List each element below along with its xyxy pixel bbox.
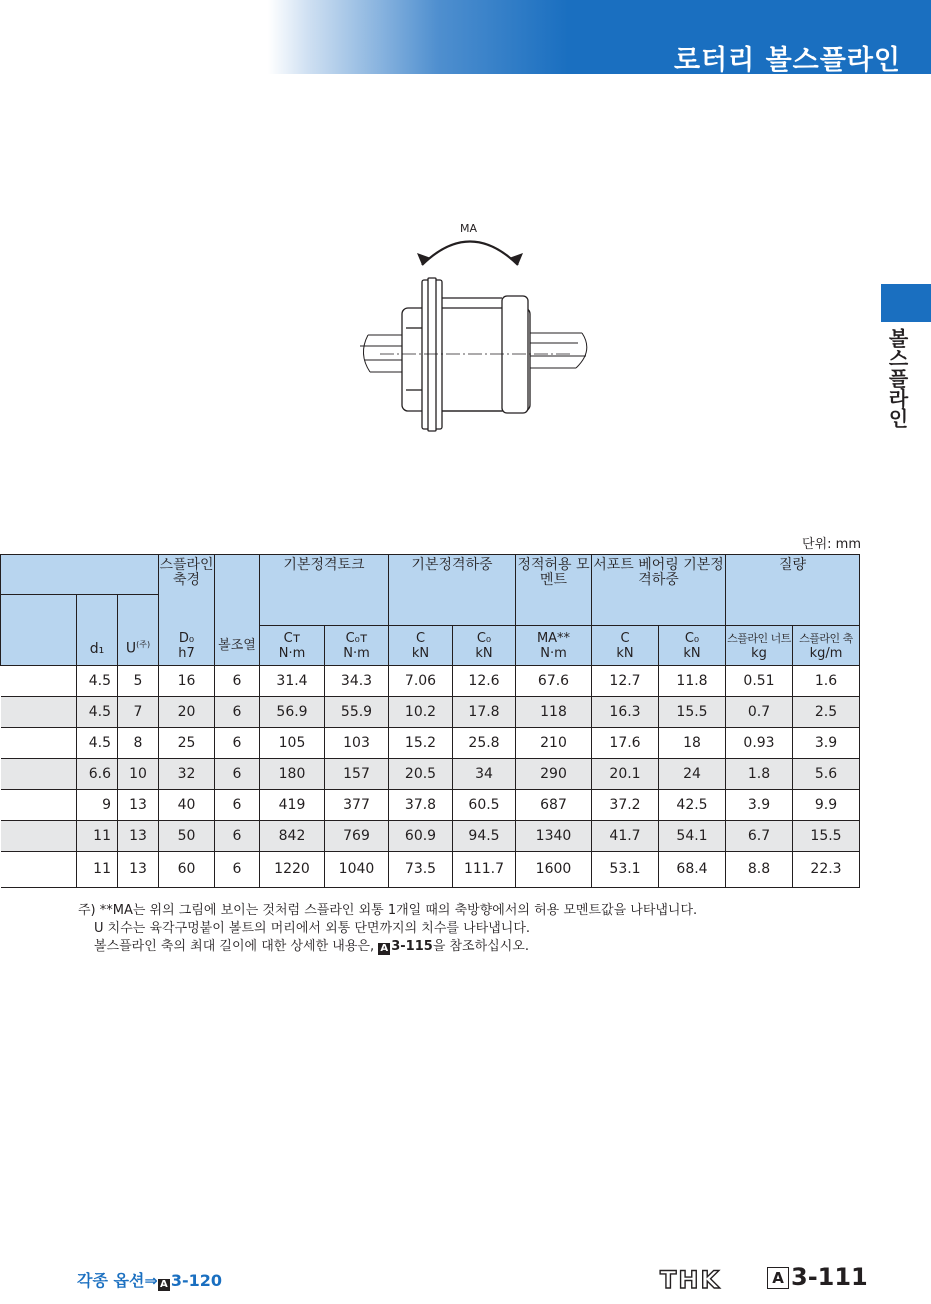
cell-ball-rows: 6 — [215, 821, 260, 852]
cell-c0: 25.8 — [453, 728, 516, 759]
cell-c0t: 34.3 — [325, 666, 389, 697]
cell-shaft-mass: 2.5 — [793, 697, 860, 728]
cell-d1: 9 — [77, 790, 118, 821]
cell-support-c0: 54.1 — [659, 821, 726, 852]
cell-support-c0: 68.4 — [659, 852, 726, 888]
cell-d1: 11 — [77, 821, 118, 852]
header-d0: D₀ h7 — [159, 626, 215, 666]
header-ball-rows-top — [215, 555, 260, 626]
header-d1: d₁ — [77, 595, 118, 666]
cell-support-c0: 15.5 — [659, 697, 726, 728]
cell-ma: 118 — [516, 697, 592, 728]
cell-c0t: 157 — [325, 759, 389, 790]
side-tab-label: 볼스플라인 — [885, 328, 909, 428]
cell-d1: 4.5 — [77, 666, 118, 697]
row-blank-cell — [1, 790, 77, 821]
spec-table — [0, 554, 860, 888]
cell-support-c: 20.1 — [592, 759, 659, 790]
moment-arc-icon — [422, 242, 518, 266]
row-blank-cell — [1, 728, 77, 759]
cell-d0: 40 — [159, 790, 215, 821]
cell-u: 5 — [118, 666, 159, 697]
cell-ma: 1600 — [516, 852, 592, 888]
unit-label: 단위: mm — [802, 537, 861, 552]
cell-u: 13 — [118, 852, 159, 888]
cell-ball-rows: 6 — [215, 666, 260, 697]
header-static-moment: 정적허용 모멘트 — [516, 555, 592, 626]
table-row — [1, 852, 860, 888]
footnote-1: 주) **MA는 위의 그림에 보이는 것처럼 스플라인 외통 1개일 때의 축방향에서의 허용 모멘트값을 나타냅니다. — [78, 903, 698, 918]
rotary-ball-spline-figure — [350, 218, 590, 443]
cell-nut-mass: 8.8 — [726, 852, 793, 888]
spline-nut — [402, 278, 530, 431]
cell-ct: 842 — [260, 821, 325, 852]
cell-ct: 180 — [260, 759, 325, 790]
arrow-left-icon — [417, 253, 431, 265]
arrow-right-icon — [509, 253, 523, 265]
cell-u: 13 — [118, 821, 159, 852]
cell-ma: 1340 — [516, 821, 592, 852]
cell-c: 7.06 — [389, 666, 453, 697]
cell-ma: 67.6 — [516, 666, 592, 697]
header-ball-rows: 볼조열 — [215, 626, 260, 666]
cell-c0: 94.5 — [453, 821, 516, 852]
cell-shaft-mass: 3.9 — [793, 728, 860, 759]
header-nut-mass: 스플라인 너트 kg — [726, 626, 793, 666]
row-blank-cell — [1, 666, 77, 697]
cell-c0: 17.8 — [453, 697, 516, 728]
table-row — [1, 759, 860, 790]
cell-support-c: 37.2 — [592, 790, 659, 821]
cell-u: 7 — [118, 697, 159, 728]
cell-shaft-mass: 15.5 — [793, 821, 860, 852]
cell-ball-rows: 6 — [215, 759, 260, 790]
header-shaft-mass: 스플라인 축 kg/m — [793, 626, 860, 666]
header-ma: MA** N·m — [516, 626, 592, 666]
cell-d1: 4.5 — [77, 697, 118, 728]
cell-shaft-mass: 1.6 — [793, 666, 860, 697]
cell-d1: 6.6 — [77, 759, 118, 790]
cell-u: 10 — [118, 759, 159, 790]
header-c: C kN — [389, 626, 453, 666]
footnote-ref-link[interactable]: 3-115 — [391, 939, 433, 954]
cell-d0: 16 — [159, 666, 215, 697]
cell-c0: 60.5 — [453, 790, 516, 821]
row-blank-cell — [1, 759, 77, 790]
cell-ball-rows: 6 — [215, 697, 260, 728]
row-blank-cell — [1, 852, 77, 888]
cell-support-c: 41.7 — [592, 821, 659, 852]
cell-shaft-mass: 22.3 — [793, 852, 860, 888]
header-c0: C₀ kN — [453, 626, 516, 666]
cell-support-c: 53.1 — [592, 852, 659, 888]
cell-c0: 12.6 — [453, 666, 516, 697]
header-load: 기본정격하중 — [389, 555, 516, 626]
cell-d0: 50 — [159, 821, 215, 852]
header-blank-2 — [1, 595, 77, 666]
cell-ma: 290 — [516, 759, 592, 790]
cell-support-c: 16.3 — [592, 697, 659, 728]
side-tab-marker — [881, 284, 931, 322]
moment-label: MA — [460, 222, 478, 235]
table-row — [1, 821, 860, 852]
footnote-3: 볼스플라인 축의 최대 길이에 대한 상세한 내용은, A 3-115을 참조하십시오. — [94, 939, 529, 954]
cell-c: 10.2 — [389, 697, 453, 728]
cell-c0t: 377 — [325, 790, 389, 821]
cell-support-c0: 42.5 — [659, 790, 726, 821]
header-shaft-dia: 스플라인 축경 — [159, 555, 215, 626]
cell-support-c0: 24 — [659, 759, 726, 790]
cell-nut-mass: 3.9 — [726, 790, 793, 821]
cell-ball-rows: 6 — [215, 728, 260, 759]
cell-c: 15.2 — [389, 728, 453, 759]
cell-d1: 11 — [77, 852, 118, 888]
footnote-2: U 치수는 육각구멍붙이 볼트의 머리에서 외통 단면까지의 치수를 나타냅니다. — [94, 921, 531, 936]
cell-nut-mass: 0.7 — [726, 697, 793, 728]
cell-shaft-mass: 5.6 — [793, 759, 860, 790]
cell-c: 60.9 — [389, 821, 453, 852]
cell-c0t: 1040 — [325, 852, 389, 888]
cell-d0: 25 — [159, 728, 215, 759]
cell-ball-rows: 6 — [215, 790, 260, 821]
cell-nut-mass: 0.93 — [726, 728, 793, 759]
cell-c0: 111.7 — [453, 852, 516, 888]
section-a-badge: A — [378, 943, 390, 955]
header-ct: Cᴛ N·m — [260, 626, 325, 666]
cell-ct: 56.9 — [260, 697, 325, 728]
cell-d0: 32 — [159, 759, 215, 790]
cell-c0t: 103 — [325, 728, 389, 759]
header-torque: 기본정격토크 — [260, 555, 389, 626]
table-row — [1, 790, 860, 821]
cell-c: 73.5 — [389, 852, 453, 888]
table-row — [1, 728, 860, 759]
cell-ct: 419 — [260, 790, 325, 821]
cell-c: 20.5 — [389, 759, 453, 790]
cell-nut-mass: 0.51 — [726, 666, 793, 697]
cell-d0: 20 — [159, 697, 215, 728]
header-support-c: C kN — [592, 626, 659, 666]
page-title: 로터리 볼스플라인 — [673, 45, 901, 76]
cell-ct: 31.4 — [260, 666, 325, 697]
row-blank-cell — [1, 821, 77, 852]
cell-ma: 687 — [516, 790, 592, 821]
cell-support-c: 12.7 — [592, 666, 659, 697]
footnotes — [78, 902, 697, 956]
cell-support-c0: 18 — [659, 728, 726, 759]
section-a-badge: A — [158, 1279, 170, 1291]
table-row — [1, 697, 860, 728]
cell-ct: 105 — [260, 728, 325, 759]
table-row — [1, 666, 860, 697]
cell-nut-mass: 6.7 — [726, 821, 793, 852]
header-c0t: C₀ᴛ N·m — [325, 626, 389, 666]
cell-ct: 1220 — [260, 852, 325, 888]
header-support-bearing: 서포트 베어링 기본정격하중 — [592, 555, 726, 626]
cell-c0t: 769 — [325, 821, 389, 852]
thk-logo: THK — [660, 1266, 722, 1294]
header-support-c0: C₀ kN — [659, 626, 726, 666]
cell-shaft-mass: 9.9 — [793, 790, 860, 821]
cell-ma: 210 — [516, 728, 592, 759]
cell-support-c: 17.6 — [592, 728, 659, 759]
cell-d1: 4.5 — [77, 728, 118, 759]
footer-options-link[interactable]: 각종 옵션⇒ A 3-120 — [77, 1271, 222, 1290]
cell-c0: 34 — [453, 759, 516, 790]
page-number: A 3-111 — [767, 1263, 868, 1291]
header-u: $U^{(주)}$ — [118, 595, 159, 666]
cell-c: 37.8 — [389, 790, 453, 821]
header-blank — [1, 555, 159, 595]
section-a-box: A — [767, 1267, 789, 1289]
row-blank-cell — [1, 697, 77, 728]
cell-d0: 60 — [159, 852, 215, 888]
cell-u: 13 — [118, 790, 159, 821]
header-mass: 질량 — [726, 555, 860, 626]
cell-c0t: 55.9 — [325, 697, 389, 728]
cell-ball-rows: 6 — [215, 852, 260, 888]
cell-support-c0: 11.8 — [659, 666, 726, 697]
table-body — [1, 666, 860, 888]
cell-nut-mass: 1.8 — [726, 759, 793, 790]
cell-u: 8 — [118, 728, 159, 759]
